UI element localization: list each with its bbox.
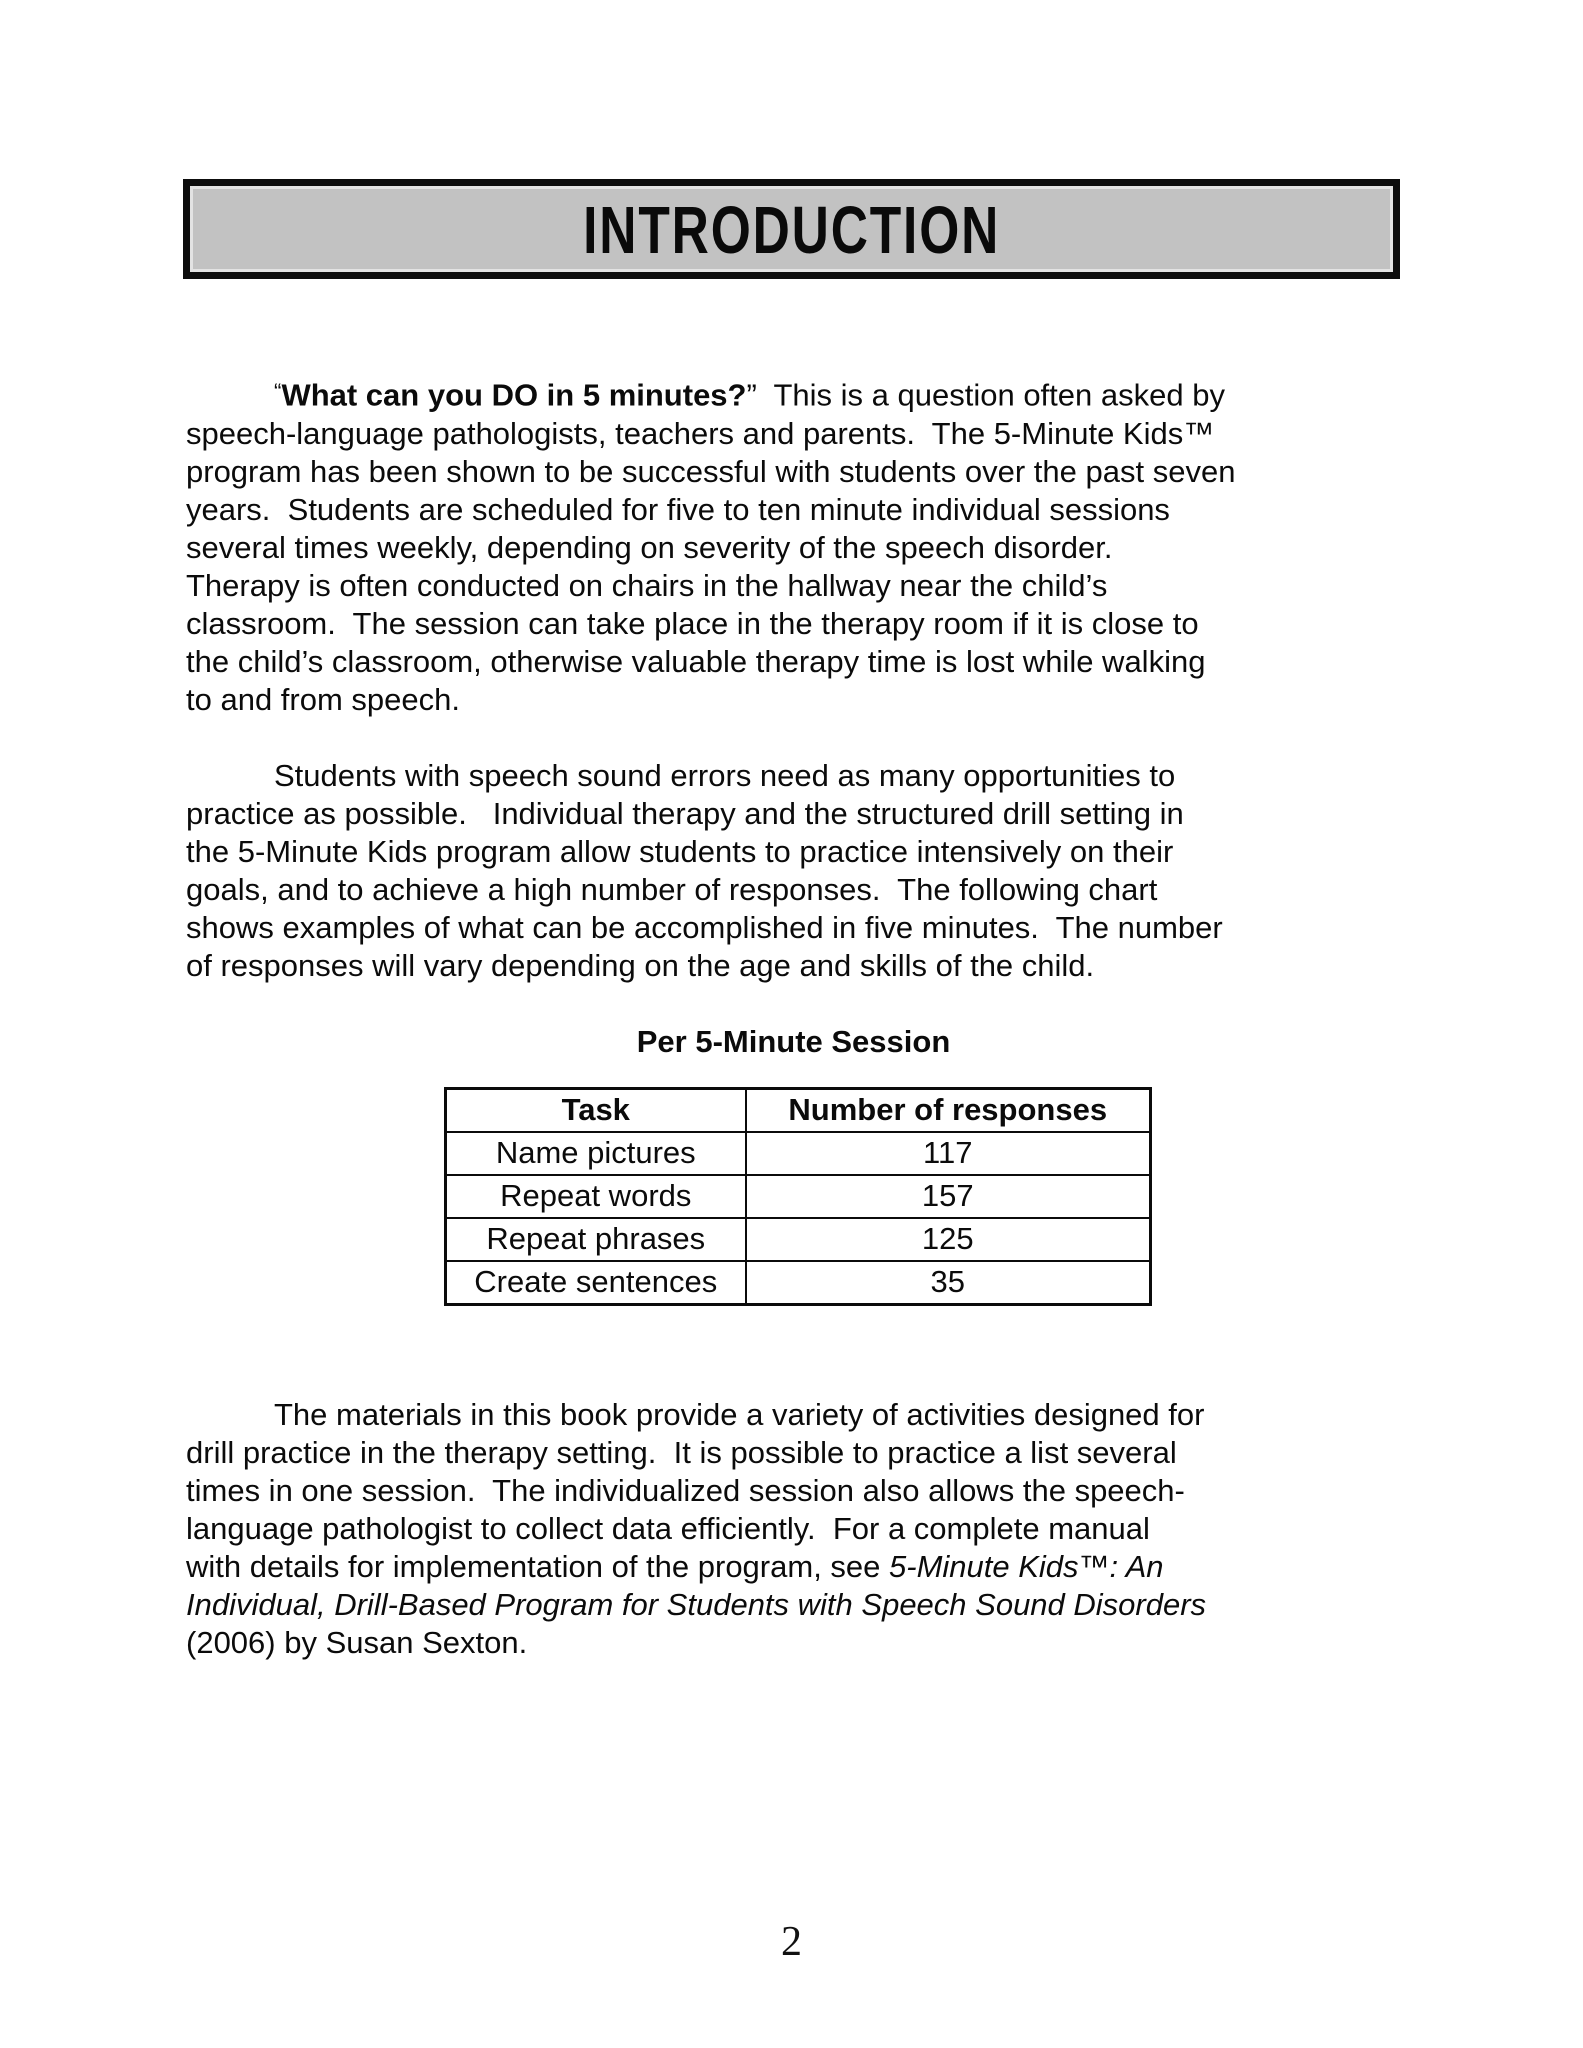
- text-segment: the 5-Minute Kids program allow students to practice intensively on their: [186, 833, 1174, 869]
- section-header: [183, 179, 1400, 279]
- text-line: [186, 757, 1401, 795]
- table-cell: 125: [746, 1218, 1151, 1261]
- table-row: [446, 1132, 1151, 1175]
- table-cell: 117: [746, 1132, 1151, 1175]
- text-line: [186, 643, 1401, 681]
- text-line: [186, 681, 1401, 719]
- text-line: [186, 453, 1401, 491]
- table-cell: Create sentences: [446, 1261, 746, 1305]
- text-line: [186, 1434, 1401, 1472]
- text-segment: program has been shown to be successful with students over the past seven: [186, 453, 1236, 489]
- page-title: INTRODUCTION: [582, 191, 1001, 267]
- text-line: [186, 1548, 1401, 1586]
- text-segment: classroom. The session can take place in the therapy room if it is close to: [186, 605, 1199, 641]
- closing-paragraphs: [186, 1396, 1401, 1662]
- table-cell: Name pictures: [446, 1132, 746, 1175]
- text-line: [186, 567, 1401, 605]
- text-line: [186, 909, 1401, 947]
- table-header-cell: Task: [446, 1088, 746, 1132]
- text-segment: with details for implementation of the program, see: [186, 1548, 890, 1584]
- text-segment: goals, and to achieve a high number of responses. The following chart: [186, 871, 1158, 907]
- text-segment: Individual, Drill-Based Program for Students with Speech Sound Disorders: [186, 1586, 1207, 1622]
- text-segment: 5-Minute Kids™: An: [889, 1548, 1164, 1584]
- text-line: [186, 1472, 1401, 1510]
- table-heading: Per 5-Minute Session: [636, 1023, 951, 1059]
- text-segment: ” This is a question often asked by: [746, 377, 1225, 413]
- table-row: [446, 1261, 1151, 1305]
- responses-table: [444, 1087, 1152, 1306]
- paragraph: [186, 757, 1401, 985]
- table-cell: Repeat phrases: [446, 1218, 746, 1261]
- paragraph: [186, 373, 1401, 719]
- text-line: [186, 415, 1401, 453]
- table-row: [446, 1218, 1151, 1261]
- text-segment: drill practice in the therapy setting. It is possible to practice a list several: [186, 1434, 1177, 1470]
- text-segment: (2006) by Susan Sexton.: [186, 1624, 528, 1660]
- text-line: [186, 1396, 1401, 1434]
- text-line: [186, 1510, 1401, 1548]
- text-segment: to and from speech.: [186, 681, 460, 717]
- table-body: [446, 1132, 1151, 1305]
- intro-paragraphs: [186, 373, 1401, 985]
- text-segment: Therapy is often conducted on chairs in the hallway near the child’s: [186, 567, 1108, 603]
- text-segment: years. Students are scheduled for five to ten minute individual sessions: [186, 491, 1170, 527]
- text-segment: of responses will vary depending on the age and skills of the child.: [186, 947, 1095, 983]
- text-segment: speech-language pathologists, teachers and parents. The 5-Minute Kids™: [186, 415, 1215, 451]
- text-segment: several times weekly, depending on severity of the speech disorder.: [186, 529, 1113, 565]
- table-header-row: [446, 1088, 1151, 1132]
- page-number: 2: [781, 1919, 802, 1965]
- text-segment: language pathologist to collect data efficiently. For a complete manual: [186, 1510, 1150, 1546]
- text-segment: The materials in this book provide a variety of activities designed for: [274, 1396, 1205, 1432]
- text-line: [186, 491, 1401, 529]
- table-row: [446, 1175, 1151, 1218]
- text-segment: What can you DO in 5 minutes?: [281, 377, 747, 413]
- table-cell: 157: [746, 1175, 1151, 1218]
- text-line: [186, 373, 1401, 415]
- text-line: [186, 833, 1401, 871]
- page-content: [186, 373, 1401, 1662]
- text-segment: “: [274, 379, 282, 404]
- text-segment: shows examples of what can be accomplished in five minutes. The number: [186, 909, 1223, 945]
- text-segment: times in one session. The individualized session also allows the speech-: [186, 1472, 1185, 1508]
- text-segment: the child’s classroom, otherwise valuable therapy time is lost while walking: [186, 643, 1206, 679]
- text-line: [186, 605, 1401, 643]
- text-line: [186, 947, 1401, 985]
- text-segment: practice as possible. Individual therapy and the structured drill setting in: [186, 795, 1184, 831]
- text-line: [186, 1586, 1401, 1624]
- text-line: [186, 795, 1401, 833]
- table-cell: Repeat words: [446, 1175, 746, 1218]
- text-line: [186, 529, 1401, 567]
- text-line: [186, 871, 1401, 909]
- table-header-cell: Number of responses: [746, 1088, 1151, 1132]
- paragraph: [186, 1396, 1401, 1662]
- text-line: [186, 1624, 1401, 1662]
- text-segment: Students with speech sound errors need as many opportunities to: [274, 757, 1176, 793]
- table-cell: 35: [746, 1261, 1151, 1305]
